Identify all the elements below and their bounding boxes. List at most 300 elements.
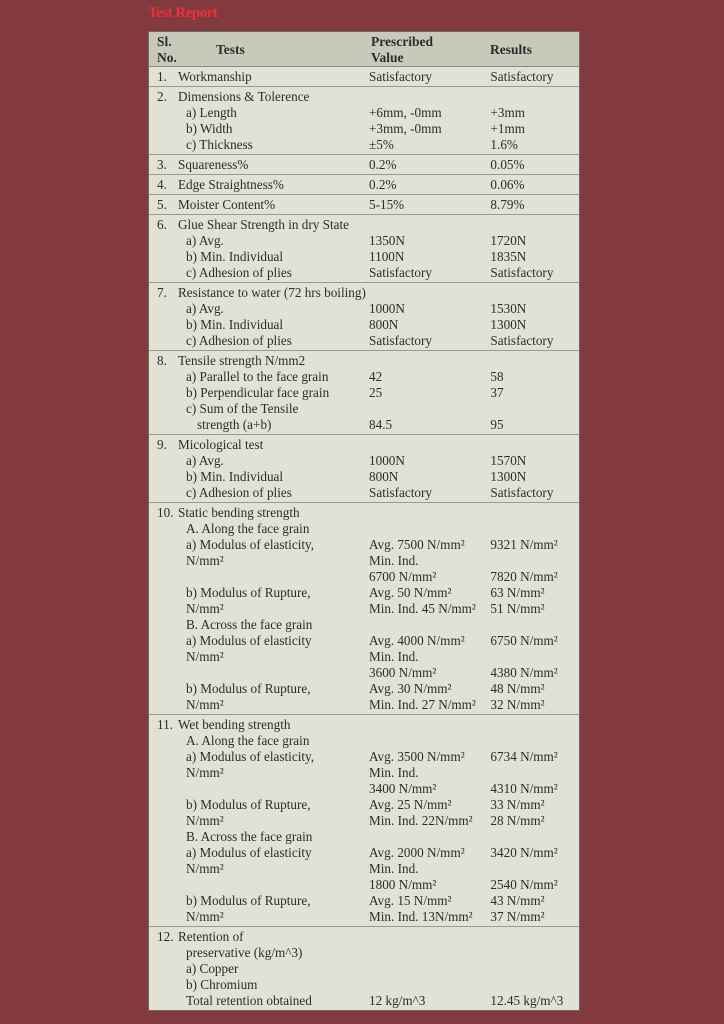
prescribed-value: 6700 N/mm² (369, 569, 437, 584)
result-value: 1570N (490, 453, 527, 468)
test-subitem: c) Adhesion of plies (186, 333, 292, 348)
table-row (149, 217, 579, 233)
test-cell (149, 861, 369, 877)
test-subitem: c) Thickness (186, 137, 253, 152)
result-value: 0.05% (490, 157, 525, 172)
test-subitem: b) Width (186, 121, 233, 136)
test-name: Retention of (178, 929, 244, 944)
table-row (149, 829, 579, 845)
test-subitem: b) Perpendicular face grain (186, 385, 330, 400)
test-subitem: a) Modulus of elasticity, (186, 749, 315, 764)
prescribed-value (369, 217, 490, 233)
table-section (149, 350, 579, 434)
test-subitem: A. Along the face grain (186, 521, 310, 536)
table-row (149, 197, 579, 213)
result-value: 1.6% (490, 137, 518, 152)
test-name: Wet bending strength (178, 717, 291, 732)
test-cell (149, 845, 369, 861)
result-value (490, 217, 579, 233)
test-name: Micological test (178, 437, 264, 452)
result-value (490, 553, 579, 569)
test-subitem: N/mm² (186, 813, 224, 828)
test-cell (149, 681, 369, 697)
test-subitem: b) Chromium (186, 977, 258, 992)
table-row (149, 333, 579, 349)
result-value: 4310 N/mm² (490, 781, 558, 796)
result-value: 51 N/mm² (490, 601, 545, 616)
report-title: Test Report (148, 5, 218, 21)
prescribed-value (369, 733, 490, 749)
table-section (149, 194, 579, 214)
result-value: 32 N/mm² (490, 697, 545, 712)
result-value: 1835N (490, 249, 527, 264)
prescribed-value: Min. Ind. (369, 553, 419, 568)
test-name: Workmanship (178, 69, 252, 84)
test-cell (149, 285, 369, 301)
table-row (149, 249, 579, 265)
prescribed-value (369, 505, 490, 521)
prescribed-value (369, 401, 490, 417)
result-value: 63 N/mm² (490, 585, 545, 600)
test-subitem: N/mm² (186, 765, 224, 780)
result-value: 95 (490, 417, 504, 432)
table-section (149, 282, 579, 350)
result-value (490, 977, 579, 993)
table-row (149, 285, 579, 301)
test-cell (149, 829, 369, 845)
serial-number: 6. (157, 217, 167, 232)
table-section (149, 86, 579, 154)
result-value: +1mm (490, 121, 525, 136)
result-value: 2540 N/mm² (490, 877, 558, 892)
test-cell (149, 217, 369, 233)
test-cell (149, 265, 369, 281)
prescribed-value (369, 437, 490, 453)
result-value: 1300N (490, 317, 527, 332)
header-sl: Sl. (157, 34, 172, 49)
test-subitem: N/mm² (186, 553, 224, 568)
prescribed-value: Min. Ind. 27 N/mm² (369, 697, 476, 712)
test-cell (149, 717, 369, 733)
test-cell (149, 961, 369, 977)
test-cell (149, 197, 369, 213)
prescribed-value: Min. Ind. (369, 861, 419, 876)
test-subitem: b) Min. Individual (186, 469, 284, 484)
prescribed-value: 800N (369, 317, 399, 332)
header-prescribed: Prescribed (371, 34, 433, 49)
test-subitem: B. Across the face grain (186, 617, 313, 632)
result-value: +3mm (490, 105, 525, 120)
test-cell (149, 569, 369, 585)
test-name: Glue Shear Strength in dry State (178, 217, 350, 232)
test-subitem: b) Modulus of Rupture, (186, 797, 311, 812)
test-cell (149, 333, 369, 349)
test-cell (149, 137, 369, 153)
prescribed-value (369, 945, 490, 961)
table-section (149, 434, 579, 502)
result-value (490, 945, 579, 961)
table-row (149, 993, 579, 1009)
test-cell (149, 765, 369, 781)
table-row (149, 521, 579, 537)
table-row (149, 301, 579, 317)
test-cell (149, 797, 369, 813)
prescribed-value: 3600 N/mm² (369, 665, 437, 680)
prescribed-value: 42 (369, 369, 383, 384)
test-cell (149, 537, 369, 553)
test-cell (149, 585, 369, 601)
table-row (149, 633, 579, 649)
result-value (490, 505, 579, 521)
test-subitem: a) Modulus of elasticity, (186, 537, 315, 552)
test-subitem: N/mm² (186, 909, 224, 924)
test-subitem: c) Adhesion of plies (186, 485, 292, 500)
prescribed-value: Min. Ind. 13N/mm² (369, 909, 473, 924)
table-section (149, 926, 579, 1010)
result-value (490, 717, 579, 733)
serial-number: 5. (157, 197, 167, 212)
test-cell (149, 353, 369, 369)
prescribed-value: Avg. 30 N/mm² (369, 681, 452, 696)
test-cell (149, 733, 369, 749)
prescribed-value: 0.2% (369, 177, 397, 192)
result-value (490, 733, 579, 749)
table-row (149, 765, 579, 781)
test-subitem: b) Min. Individual (186, 249, 284, 264)
prescribed-value: 1000N (369, 301, 405, 316)
serial-number: 9. (157, 437, 167, 452)
test-subitem (157, 569, 186, 584)
table-row (149, 845, 579, 861)
table-row (149, 909, 579, 925)
test-cell (149, 385, 369, 401)
test-name: Moister Content% (178, 197, 276, 212)
table-row (149, 369, 579, 385)
table-row (149, 813, 579, 829)
table-row (149, 665, 579, 681)
result-value (490, 961, 579, 977)
serial-number: 1. (157, 69, 167, 84)
table-row (149, 781, 579, 797)
table-row (149, 961, 579, 977)
test-name: Squareness% (178, 157, 249, 172)
table-row (149, 437, 579, 453)
serial-number: 7. (157, 285, 167, 300)
prescribed-value: Avg. 50 N/mm² (369, 585, 452, 600)
prescribed-value: Avg. 25 N/mm² (369, 797, 452, 812)
test-subitem: b) Modulus of Rupture, (186, 585, 311, 600)
result-value: 6750 N/mm² (490, 633, 558, 648)
table-row (149, 569, 579, 585)
table-row (149, 265, 579, 281)
header-results: Results (490, 42, 533, 57)
table-row (149, 233, 579, 249)
prescribed-value: Avg. 15 N/mm² (369, 893, 452, 908)
result-value: 0.06% (490, 177, 525, 192)
result-value: 37 (490, 385, 504, 400)
test-report-table (148, 31, 580, 1011)
prescribed-value: +6mm, -0mm (369, 105, 442, 120)
test-cell (149, 813, 369, 829)
table-row (149, 401, 579, 417)
test-subitem: strength (a+b) (197, 417, 272, 432)
test-subitem: B. Across the face grain (186, 829, 313, 844)
result-value: 28 N/mm² (490, 813, 545, 828)
result-value (490, 437, 579, 453)
table-row (149, 157, 579, 173)
prescribed-value (369, 617, 490, 633)
test-cell (149, 177, 369, 193)
result-value (490, 353, 579, 369)
test-subitem: c) Sum of the Tensile (186, 401, 299, 416)
table-row (149, 877, 579, 893)
result-value (490, 929, 579, 945)
test-cell (149, 665, 369, 681)
table-row (149, 317, 579, 333)
table-header (149, 32, 579, 67)
table-body (149, 67, 579, 1010)
prescribed-value: Min. Ind. 22N/mm² (369, 813, 473, 828)
test-cell (149, 909, 369, 925)
result-value (490, 765, 579, 781)
prescribed-value: 1800 N/mm² (369, 877, 437, 892)
prescribed-value: 3400 N/mm² (369, 781, 437, 796)
test-cell (149, 437, 369, 453)
table-section (149, 214, 579, 282)
prescribed-value: Avg. 4000 N/mm² (369, 633, 465, 648)
serial-number: 8. (157, 353, 167, 368)
test-subitem: b) Min. Individual (186, 317, 284, 332)
test-cell (149, 601, 369, 617)
result-value: 1720N (490, 233, 527, 248)
serial-number: 3. (157, 157, 167, 172)
test-name: Tensile strength N/mm2 (178, 353, 306, 368)
test-cell (149, 929, 369, 945)
prescribed-value: Min. Ind. 45 N/mm² (369, 601, 476, 616)
test-cell (149, 89, 369, 105)
prescribed-value: 12 kg/m^3 (369, 993, 426, 1008)
table-row (149, 121, 579, 137)
prescribed-value: Satisfactory (369, 333, 432, 348)
test-cell (149, 401, 369, 417)
test-subitem: N/mm² (186, 697, 224, 712)
table-row (149, 649, 579, 665)
result-value (490, 861, 579, 877)
test-cell (149, 893, 369, 909)
result-value: 37 N/mm² (490, 909, 545, 924)
prescribed-value (369, 285, 490, 301)
table-row (149, 385, 579, 401)
result-value: 4380 N/mm² (490, 665, 558, 680)
test-subitem: a) Avg. (186, 233, 224, 248)
test-cell (149, 249, 369, 265)
test-cell (149, 521, 369, 537)
test-cell (149, 649, 369, 665)
table-row (149, 137, 579, 153)
result-value: 8.79% (490, 197, 525, 212)
prescribed-value: Satisfactory (369, 69, 432, 84)
result-value (490, 617, 579, 633)
result-value (490, 829, 579, 845)
test-cell (149, 369, 369, 385)
prescribed-value: Avg. 7500 N/mm² (369, 537, 465, 552)
prescribed-value (369, 977, 490, 993)
result-value: 48 N/mm² (490, 681, 545, 696)
test-cell (149, 945, 369, 961)
test-name: Resistance to water (72 hrs boiling) (178, 285, 366, 300)
test-subitem: N/mm² (186, 649, 224, 664)
result-value: 58 (490, 369, 504, 384)
table-row (149, 453, 579, 469)
test-subitem: a) Length (186, 105, 237, 120)
result-value: 43 N/mm² (490, 893, 545, 908)
test-name: Edge Straightness% (178, 177, 284, 192)
table-row (149, 697, 579, 713)
table-row (149, 601, 579, 617)
test-subitem: a) Copper (186, 961, 239, 976)
prescribed-value: 25 (369, 385, 383, 400)
prescribed-value (369, 353, 490, 369)
header-tests: Tests (216, 42, 245, 57)
test-subitem (157, 781, 186, 796)
prescribed-value (369, 89, 490, 105)
test-cell (149, 617, 369, 633)
table-row (149, 89, 579, 105)
prescribed-value: Satisfactory (369, 265, 432, 280)
result-value: Satisfactory (490, 333, 554, 348)
prescribed-value: 1100N (369, 249, 405, 264)
test-subitem: a) Parallel to the face grain (186, 369, 329, 384)
table-row (149, 749, 579, 765)
table-row (149, 505, 579, 521)
table-row (149, 617, 579, 633)
result-value (490, 521, 579, 537)
prescribed-value: 0.2% (369, 157, 397, 172)
prescribed-value: Avg. 2000 N/mm² (369, 845, 465, 860)
test-subitem: Total retention obtained (186, 993, 312, 1008)
test-subitem: b) Modulus of Rupture, (186, 893, 311, 908)
test-cell (149, 993, 369, 1009)
test-name: Dimensions & Tolerence (178, 89, 310, 104)
test-cell (149, 633, 369, 649)
result-value: Satisfactory (490, 265, 554, 280)
table-section (149, 174, 579, 194)
test-cell (149, 233, 369, 249)
test-subitem: a) Modulus of elasticity (186, 633, 312, 648)
test-subitem: c) Adhesion of plies (186, 265, 292, 280)
test-cell (149, 781, 369, 797)
table-section (149, 154, 579, 174)
test-cell (149, 505, 369, 521)
header-no: No. (157, 50, 177, 65)
table-row (149, 469, 579, 485)
test-cell (149, 697, 369, 713)
test-cell (149, 301, 369, 317)
test-cell (149, 453, 369, 469)
test-cell (149, 553, 369, 569)
test-name: Static bending strength (178, 505, 300, 520)
test-subitem: a) Modulus of elasticity (186, 845, 312, 860)
result-value (490, 89, 579, 105)
table-row (149, 553, 579, 569)
test-cell (149, 157, 369, 173)
prescribed-value: +3mm, -0mm (369, 121, 442, 136)
serial-number: 4. (157, 177, 167, 192)
result-value (490, 401, 579, 417)
header-value: Value (371, 50, 404, 65)
result-value (490, 285, 579, 301)
table-row (149, 353, 579, 369)
test-cell (149, 317, 369, 333)
test-cell (149, 69, 369, 85)
table-row (149, 977, 579, 993)
table-section (149, 714, 579, 926)
test-subitem (157, 665, 186, 680)
prescribed-value (369, 961, 490, 977)
table-row (149, 929, 579, 945)
table-row (149, 861, 579, 877)
serial-number: 10. (157, 505, 174, 520)
test-subitem: a) Avg. (186, 453, 224, 468)
table-row (149, 177, 579, 193)
prescribed-value: 5-15% (369, 197, 405, 212)
table-row (149, 69, 579, 85)
prescribed-value: 800N (369, 469, 399, 484)
prescribed-value: Min. Ind. (369, 765, 419, 780)
result-value (490, 649, 579, 665)
test-subitem: N/mm² (186, 861, 224, 876)
result-value: Satisfactory (490, 485, 554, 500)
serial-number: 2. (157, 89, 167, 104)
result-value: 6734 N/mm² (490, 749, 558, 764)
test-subitem: a) Avg. (186, 301, 224, 316)
test-cell (149, 485, 369, 501)
test-cell (149, 749, 369, 765)
prescribed-value: Min. Ind. (369, 649, 419, 664)
test-cell (149, 105, 369, 121)
result-value: 9321 N/mm² (490, 537, 558, 552)
prescribed-value (369, 829, 490, 845)
test-cell (149, 417, 369, 433)
result-value: 7820 N/mm² (490, 569, 558, 584)
prescribed-value: 84.5 (369, 417, 393, 432)
prescribed-value: Avg. 3500 N/mm² (369, 749, 465, 764)
table-row (149, 945, 579, 961)
table-row (149, 681, 579, 697)
table-row (149, 537, 579, 553)
table-row (149, 105, 579, 121)
test-subitem: preservative (kg/m^3) (186, 945, 303, 960)
test-cell (149, 469, 369, 485)
table-row (149, 485, 579, 501)
table-section (149, 502, 579, 714)
prescribed-value: 1350N (369, 233, 405, 248)
test-subitem: b) Modulus of Rupture, (186, 681, 311, 696)
prescribed-value: Satisfactory (369, 485, 432, 500)
result-value: 33 N/mm² (490, 797, 545, 812)
serial-number: 11. (157, 717, 173, 732)
table-row (149, 797, 579, 813)
prescribed-value (369, 929, 490, 945)
table-row (149, 893, 579, 909)
serial-number: 12. (157, 929, 174, 944)
prescribed-value: 1000N (369, 453, 405, 468)
test-cell (149, 121, 369, 137)
table-row (149, 717, 579, 733)
test-subitem: N/mm² (186, 601, 224, 616)
test-subitem (157, 877, 186, 892)
result-value: 3420 N/mm² (490, 845, 558, 860)
